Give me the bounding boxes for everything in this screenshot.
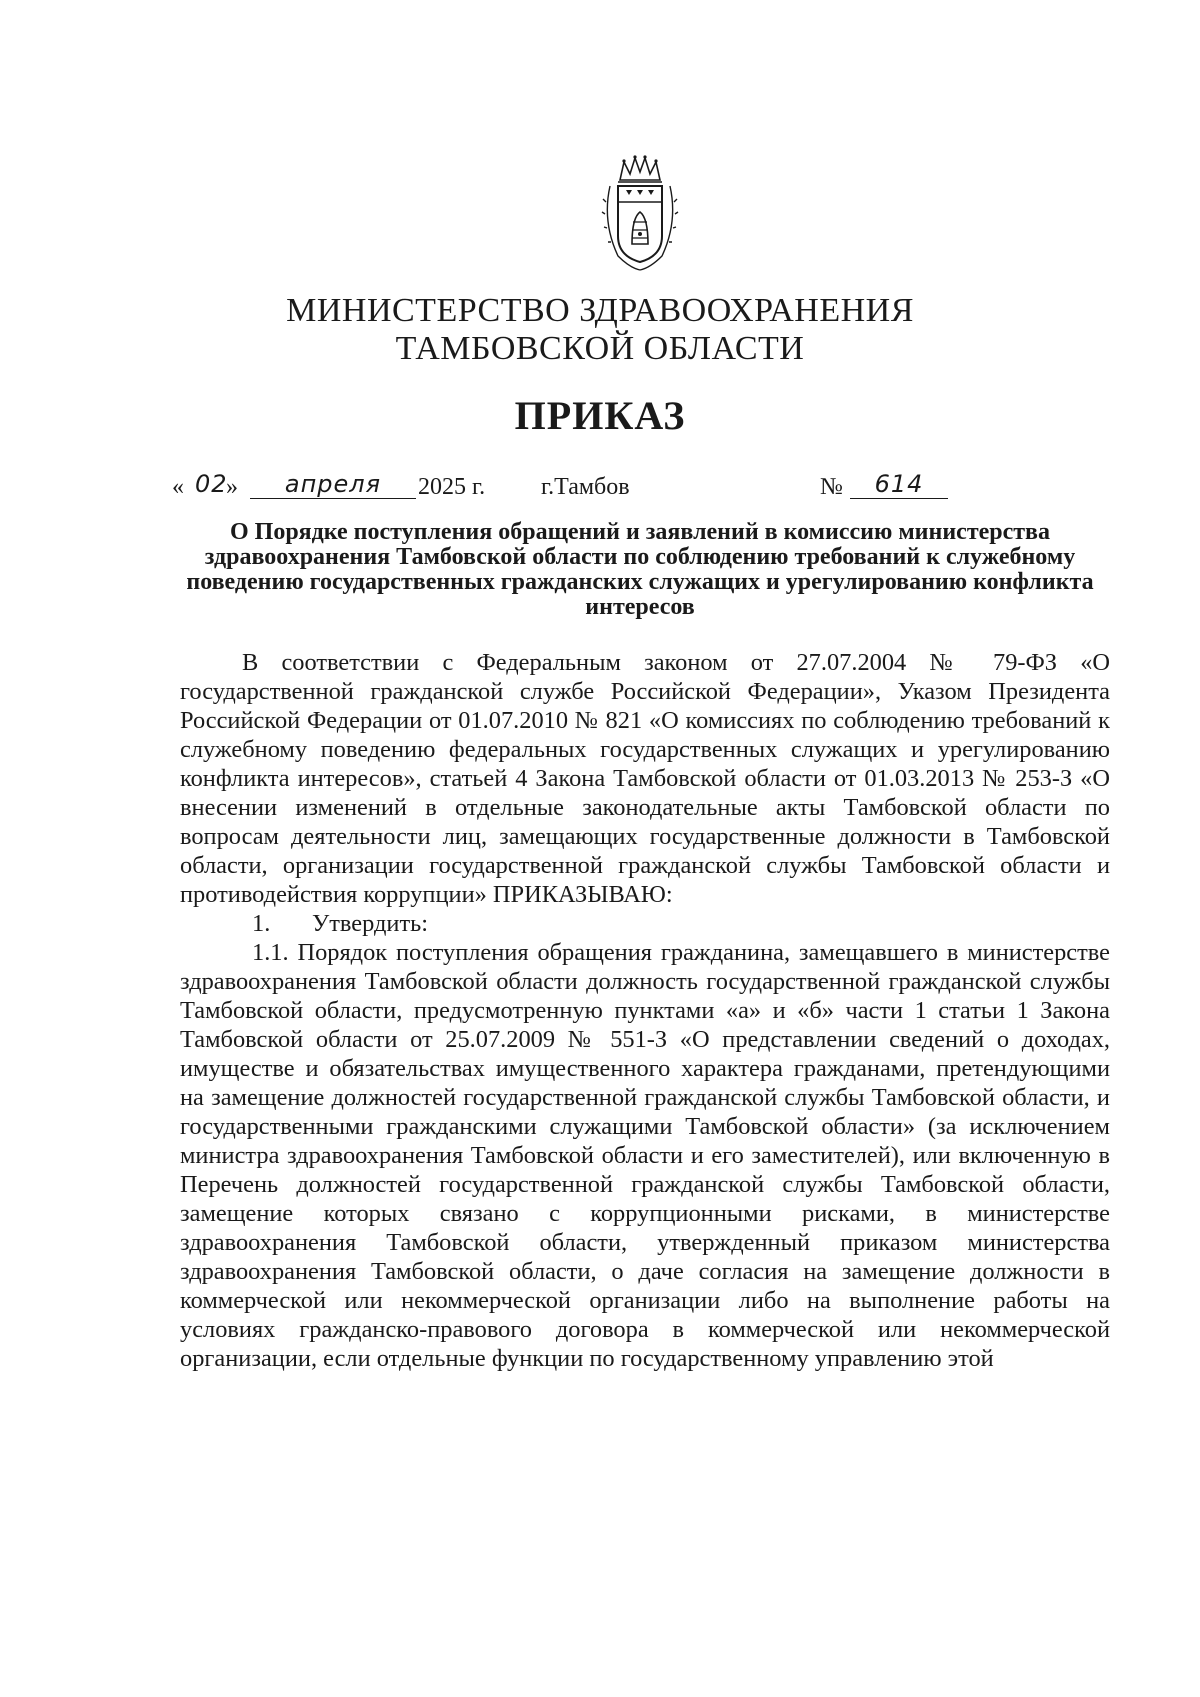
item-1-text: Утвердить: [312, 910, 429, 937]
number-label: № [820, 474, 843, 500]
preamble-paragraph: В соответствии с Федеральным законом от 27.07.2004 № 79-ФЗ «О государственной гражданской службе Российской Федерации», Указом Президента Российской Федерации от 01.07.2010 № 821 «О комиссиях по соблюдению требований к служебному поведению федеральных государственных служащих и урегулированию конфликта интересов», статьей 4 Закона Тамбовской области от 01.03.2013 № 253-З «О внесении изменений в отдельные законодательные акты Тамбовской области по вопросам деятельности лиц, замещающих государственные должности в Тамбовской области, организации государственной гражданской службы Тамбовской области и противодействия коррупции» ПРИКАЗЫВАЮ: [180, 649, 1110, 908]
date-year: 2025 г. [418, 474, 486, 500]
tambov-coat-of-arms-icon [600, 152, 680, 272]
city: г.Тамбов [541, 474, 630, 500]
ministry-line-1: МИНИСТЕРСТВО ЗДРАВООХРАНЕНИЯ [286, 292, 914, 329]
order-title: О Порядке поступления обращений и заявлений в комиссию министерства здравоохранения Тамбовской области по соблюдению требований к служебному поведению государственных гражданских служащих и урегулированию конфликта интересов [186, 519, 1094, 620]
date-month: апреля [250, 470, 416, 499]
item-1-paragraph [180, 909, 1110, 938]
dateline [0, 470, 1200, 510]
ministry-line-2: ТАМБОВСКОЙ ОБЛАСТИ [395, 330, 805, 367]
order-number: 614 [850, 470, 948, 499]
quote-close: » [226, 474, 238, 500]
item-1-1-paragraph: 1.1. Порядок поступления обращения гражданина, замещавшего в министерстве здравоохранения Тамбовской области должность государственной гражданской службы Тамбовской области, предусмотренную пунктами «а» и «б» части 1 статьи 1 Закона Тамбовской области от 25.07.2009 № 551-З «О представлении сведений о доходах, имуществе и обязательствах имущественного характера гражданами, претендующими на замещение должностей государственной гражданской службы Тамбовской области, и государственными гражданскими служащими Тамбовской области» (за исключением министра здравоохранения Тамбовской области и его заместителей), или включенную в Перечень должностей государственной гражданской службы Тамбовской области, замещение которых связано с коррупционными рисками, в министерстве здравоохранения Тамбовской области, утвержденный приказом министерства здравоохранения Тамбовской области, о даче согласия на замещение должности в коммерческой или некоммерческой организации либо на выполнение работы на условиях гражданско-правового договора в коммерческой или некоммерческой организации, если отдельные функции по государственному управлению этой [180, 939, 1110, 1372]
date-day: 02 [195, 470, 228, 498]
order-body [180, 648, 1110, 1373]
item-1-number: 1. [252, 910, 271, 937]
ministry-name [250, 292, 950, 368]
quote-open: « [172, 474, 184, 500]
document-type-title: ПРИКАЗ [514, 393, 686, 438]
